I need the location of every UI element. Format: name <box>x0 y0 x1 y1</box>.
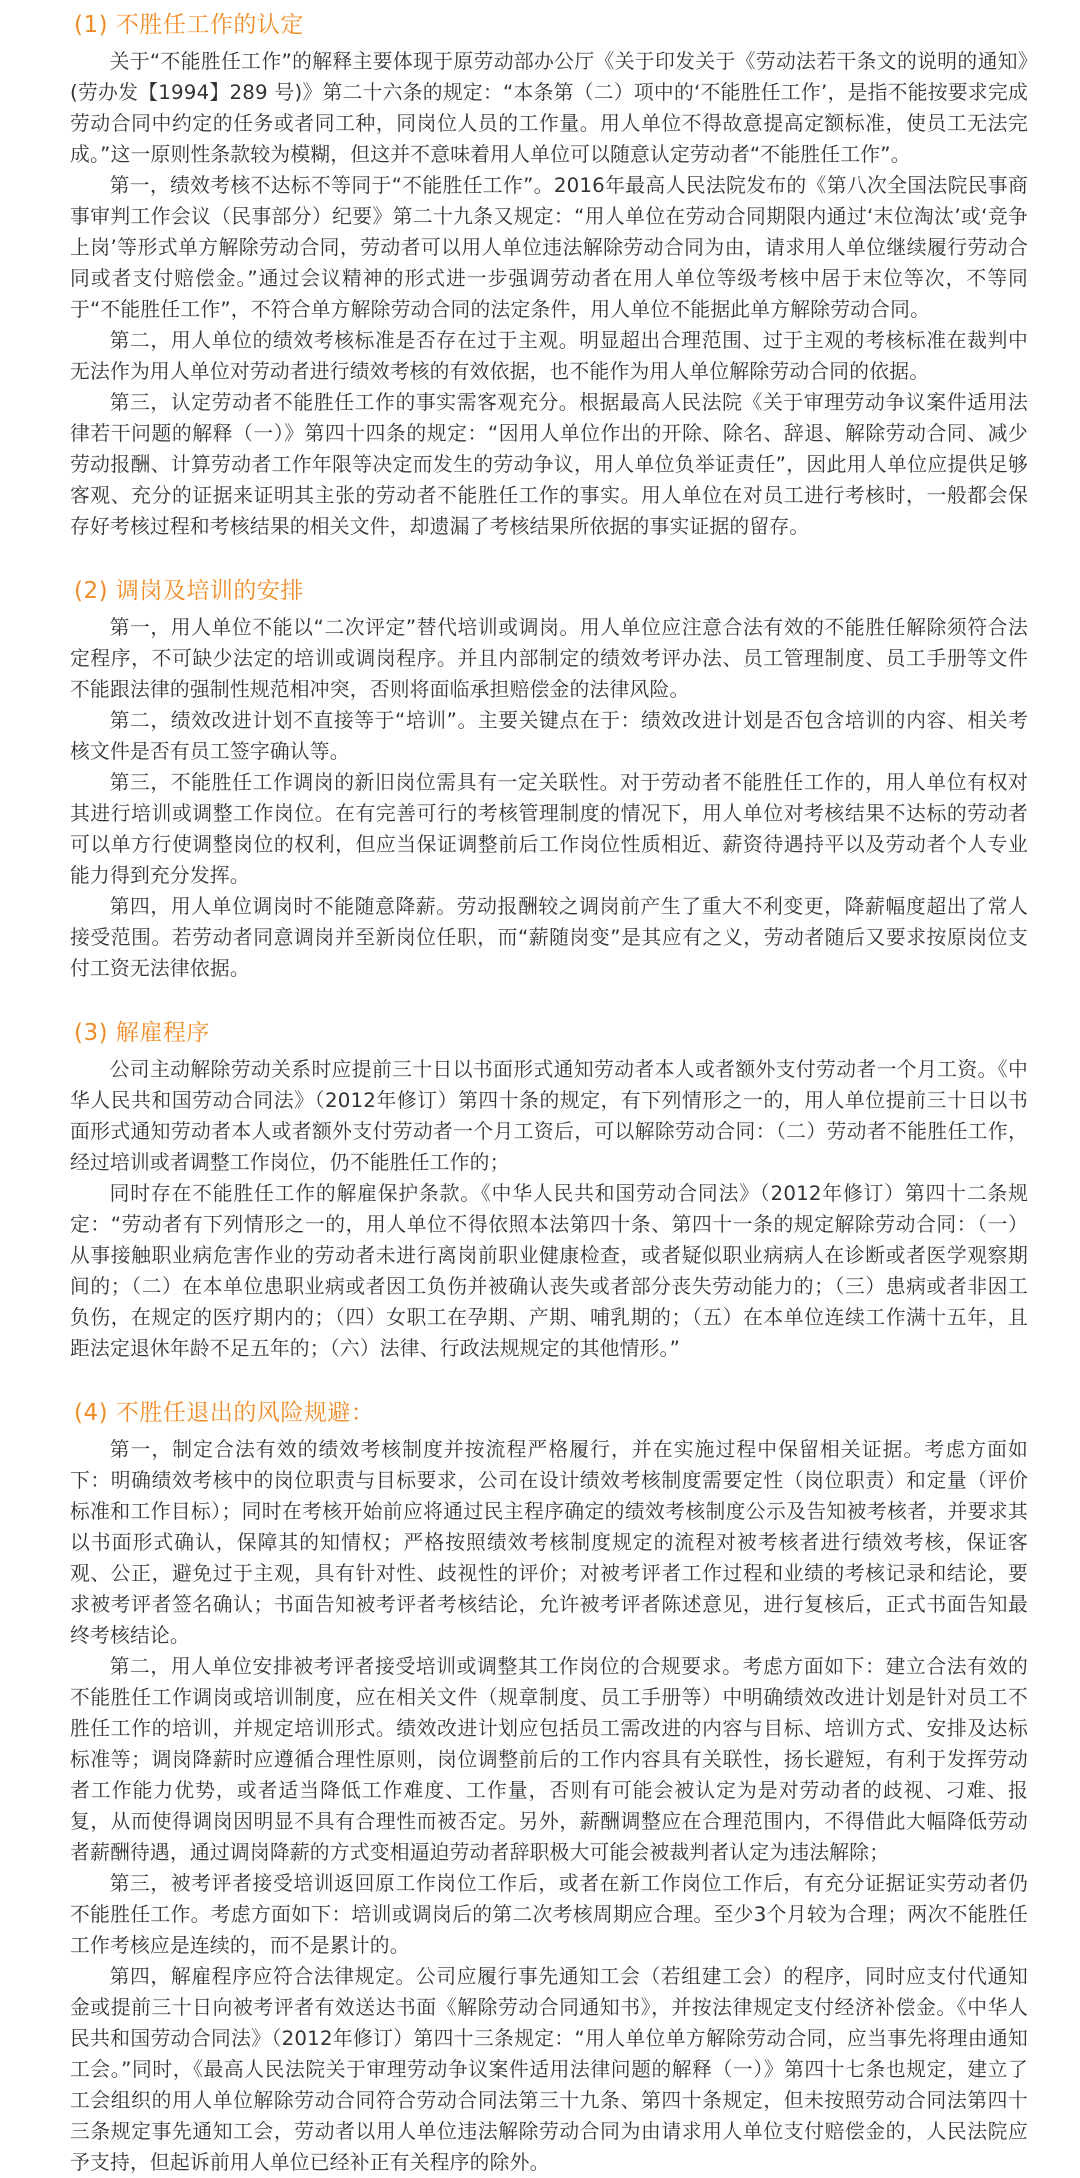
section-2-transfer-training <box>70 576 1028 984</box>
paragraph: 公司主动解除劳动关系时应提前三十日以书面形式通知劳动者本人或者额外支付劳动者一个月工资。《中华人民共和国劳动合同法》（2012年修订）第四十条的规定，有下列情形之一的，用人单位提前三十日以书面形式通知劳动者本人或者额外支付劳动者一个月工资后，可以解除劳动合同：（二）劳动者不能胜任工作，经过培训或者调整工作岗位，仍不能胜任工作的； <box>70 1058 1028 1174</box>
section-title: (2) 调岗及培训的安排 <box>74 578 304 604</box>
section-4-risk-avoidance <box>70 1398 1028 2178</box>
section-title: (4) 不胜任退出的风险规避： <box>74 1400 375 1426</box>
paragraph: 第三，认定劳动者不能胜任工作的事实需客观充分。根据最高人民法院《关于审理劳动争议案件适用法律若干问题的解释（一）》第四十四条的规定：“因用人单位作出的开除、除名、辞退、解除劳动合同、减少劳动报酬、计算劳动者工作年限等决定而发生的劳动争议，用人单位负举证责任”，因此用人单位应提供足够客观、充分的证据来证明其主张的劳动者不能胜任工作的事实。用人单位在对员工进行考核时，一般都会保存好考核过程和考核结果的相关文件，却遗漏了考核结果所依据的事实证据的留存。 <box>70 391 1028 538</box>
paragraph: 第三，不能胜任工作调岗的新旧岗位需具有一定关联性。对于劳动者不能胜任工作的，用人单位有权对其进行培训或调整工作岗位。在有完善可行的考核管理制度的情况下，用人单位对考核结果不达标的劳动者可以单方行使调整岗位的权利，但应当保证调整前后工作岗位性质相近、薪资待遇持平以及劳动者个人专业能力得到充分发挥。 <box>70 771 1028 887</box>
section-1-competence-determination <box>70 10 1028 542</box>
paragraph: 同时存在不能胜任工作的解雇保护条款。《中华人民共和国劳动合同法》（2012年修订）第四十二条规定：“劳动者有下列情形之一的，用人单位不得依照本法第四十条、第四十一条的规定解除劳动合同：（一）从事接触职业病危害作业的劳动者未进行离岗前职业健康检查，或者疑似职业病病人在诊断或者医学观察期间的；（二）在本单位患职业病或者因工负伤并被确认丧失或者部分丧失劳动能力的；（三）患病或者非因工负伤，在规定的医疗期内的；（四）女职工在孕期、产期、哺乳期的；（五）在本单位连续工作满十五年，且距法定退休年龄不足五年的；（六）法律、行政法规规定的其他情形。” <box>70 1182 1028 1360</box>
paragraph: 第一，制定合法有效的绩效考核制度并按流程严格履行，并在实施过程中保留相关证据。考虑方面如下：明确绩效考核中的岗位职责与目标要求，公司在设计绩效考核制度需要定性（岗位职责）和定量（评价标准和工作目标）；同时在考核开始前应将通过民主程序确定的绩效考核制度公示及告知被考核者，并要求其以书面形式确认，保障其的知情权；严格按照绩效考核制度规定的流程对被考核者进行绩效考核，保证客观、公正，避免过于主观，具有针对性、歧视性的评价；对被考评者工作过程和业绩的考核记录和结论，要求被考评者签名确认；书面告知被考评者考核结论，允许被考评者陈述意见，进行复核后，正式书面告知最终考核结论。 <box>70 1438 1028 1647</box>
paragraph: 关于“不能胜任工作”的解释主要体现于原劳动部办公厅《关于印发关于《劳动法若干条文的说明的通知》(劳办发【1994】289 号)》第二十六条的规定：“本条第（二）项中的‘不能胜任工作’，是指不能按要求完成劳动合同中约定的任务或者同工种，同岗位人员的工作量。用人单位不得故意提高定额标准，使员工无法完成。”这一原则性条款较为模糊，但这并不意味着用人单位可以随意认定劳动者“不能胜任工作”。 <box>70 50 1028 166</box>
section-title: (1) 不胜任工作的认定 <box>74 12 304 38</box>
paragraph: 第四，用人单位调岗时不能随意降薪。劳动报酬较之调岗前产生了重大不利变更，降薪幅度超出了常人接受范围。若劳动者同意调岗并至新岗位任职，而“薪随岗变”是其应有之义，劳动者随后又要求按原岗位支付工资无法律依据。 <box>70 895 1028 980</box>
paragraph: 第三，被考评者接受培训返回原工作岗位工作后，或者在新工作岗位工作后，有充分证据证实劳动者仍不能胜任工作。考虑方面如下：培训或调岗后的第二次考核周期应合理。至少3个月较为合理；两次不能胜任工作考核应是连续的，而不是累计的。 <box>70 1872 1028 1957</box>
paragraph: 第一，绩效考核不达标不等同于“不能胜任工作”。2016年最高人民法院发布的《第八次全国法院民事商事审判工作会议（民事部分）纪要》第二十九条又规定：“用人单位在劳动合同期限内通过‘末位淘汰’或‘竞争上岗’等形式单方解除劳动合同，劳动者可以用人单位违法解除劳动合同为由，请求用人单位继续履行劳动合同或者支付赔偿金。”通过会议精神的形式进一步强调劳动者在用人单位等级考核中居于末位等次，不等同于“不能胜任工作”，不符合单方解除劳动合同的法定条件，用人单位不能据此单方解除劳动合同。 <box>70 174 1028 321</box>
section-title: (3) 解雇程序 <box>74 1020 210 1046</box>
paragraph: 第一，用人单位不能以“二次评定”替代培训或调岗。用人单位应注意合法有效的不能胜任解除须符合法定程序，不可缺少法定的培训或调岗程序。并且内部制定的绩效考评办法、员工管理制度、员工手册等文件不能跟法律的强制性规范相冲突，否则将面临承担赔偿金的法律风险。 <box>70 616 1028 701</box>
section-3-dismissal-procedure <box>70 1018 1028 1364</box>
paragraph: 第二，用人单位的绩效考核标准是否存在过于主观。明显超出合理范围、过于主观的考核标准在裁判中无法作为用人单位对劳动者进行绩效考核的有效依据，也不能作为用人单位解除劳动合同的依据。 <box>70 329 1028 383</box>
paragraph: 第二，用人单位安排被考评者接受培训或调整其工作岗位的合规要求。考虑方面如下：建立合法有效的不能胜任工作调岗或培训制度，应在相关文件（规章制度、员工手册等）中明确绩效改进计划是针对员工不胜任工作的培训，并规定培训形式。绩效改进计划应包括员工需改进的内容与目标、培训方式、安排及达标标准等；调岗降薪时应遵循合理性原则，岗位调整前后的工作内容具有关联性，扬长避短，有利于发挥劳动者工作能力优势，或者适当降低工作难度、工作量，否则有可能会被认定为是对劳动者的歧视、刁难、报复，从而使得调岗因明显不具有合理性而被否定。另外，薪酬调整应在合理范围内，不得借此大幅降低劳动者薪酬待遇，通过调岗降薪的方式变相逼迫劳动者辞职极大可能会被裁判者认定为违法解除； <box>70 1655 1028 1864</box>
paragraph: 第二，绩效改进计划不直接等于“培训”。主要关键点在于：绩效改进计划是否包含培训的内容、相关考核文件是否有员工签字确认等。 <box>70 709 1028 763</box>
paragraph: 第四，解雇程序应符合法律规定。公司应履行事先通知工会（若组建工会）的程序，同时应支付代通知金或提前三十日向被考评者有效送达书面《解除劳动合同通知书》，并按法律规定支付经济补偿金。《中华人民共和国劳动合同法》（2012年修订）第四十三条规定：“用人单位单方解除劳动合同，应当事先将理由通知工会。”同时，《最高人民法院关于审理劳动争议案件适用法律问题的解释（一）》第四十七条也规定，建立了工会组织的用人单位解除劳动合同符合劳动合同法第三十九条、第四十条规定，但未按照劳动合同法第四十三条规定事先通知工会，劳动者以用人单位违法解除劳动合同为由请求用人单位支付赔偿金的，人民法院应予支持，但起诉前用人单位已经补正有关程序的除外。 <box>70 1965 1028 2174</box>
